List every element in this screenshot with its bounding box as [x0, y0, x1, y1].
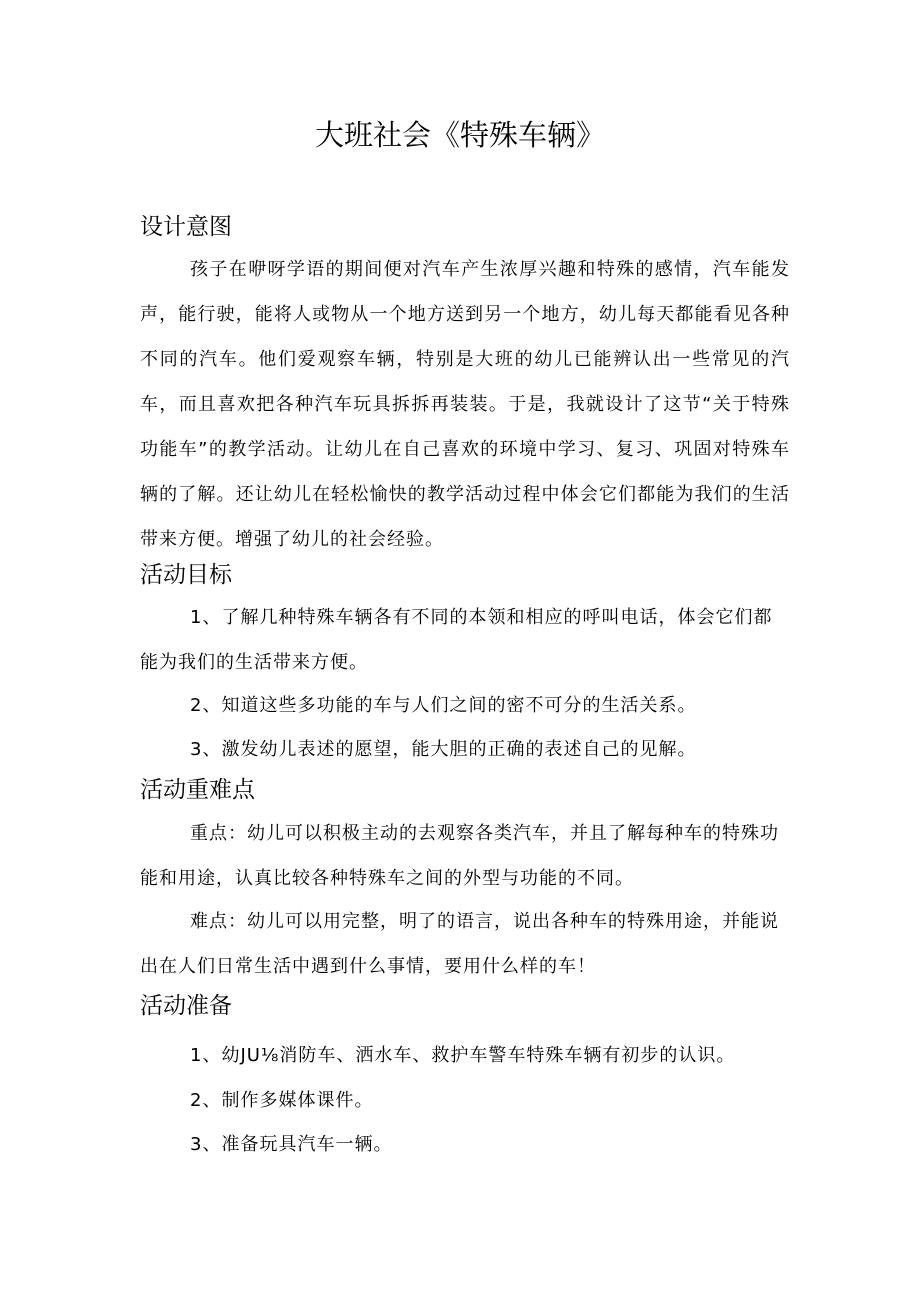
section-heading-objectives: 活动目标 — [140, 562, 232, 588]
objective-item-1: 1、了解几种特殊车辆各有不同的本领和相应的呼叫电话，体会它们都能为我们的生活带来方便。 — [140, 607, 773, 673]
design-intent-paragraph: 孩子在咿呀学语的期间便对汽车产生浓厚兴趣和特殊的感情，汽车能发声，能行驶，能将人或物从一个地方送到另一个地方，幼儿每天都能看见各种不同的汽车。他们爱观察车辆，特别是大班的幼儿已能辨认出一些常见的汽车，而且喜欢把各种汽车玩具拆拆再装装。于是，我就设计了这节“关于特殊功能车”的教学活动。让幼儿在自己喜欢的环境中学习、复习、巩固对特殊车辆的了解。还让幼儿在轻松愉快的教学活动过程中体会它们都能为我们的生活带来方便。增强了幼儿的社会经验。 — [140, 259, 790, 550]
document-title: 大班社会《特殊车辆》 — [314, 118, 605, 152]
section-heading-design-intent: 设计意图 — [140, 214, 232, 240]
key-point-paragraph: 重点：幼儿可以积极主动的去观察各类汽车，并且了解每种车的特殊功能和用途，认真比较各种特殊车之间的外型与功能的不同。 — [140, 823, 779, 889]
section-heading-key-points: 活动重难点 — [140, 777, 255, 803]
objective-item-2: 2、知道这些多功能的车与人们之间的密不可分的生活关系。 — [190, 695, 697, 716]
preparation-item-1: 1、幼JU⅛消防车、洒水车、救护车警车特殊车辆有初步的认识。 — [190, 1045, 736, 1066]
preparation-item-3: 3、准备玩具汽车一辆。 — [190, 1134, 393, 1155]
preparation-item-2: 2、制作多媒体课件。 — [190, 1090, 374, 1111]
section-heading-preparation: 活动准备 — [140, 993, 232, 1019]
difficult-point-paragraph: 难点：幼儿可以用完整，明了的语言，说出各种车的特殊用途，并能说出在人们日常生活中遇到什么事情，要用什么样的车！ — [140, 911, 779, 977]
objective-item-3: 3、激发幼儿表述的愿望，能大胆的正确的表述自己的见解。 — [190, 739, 697, 760]
